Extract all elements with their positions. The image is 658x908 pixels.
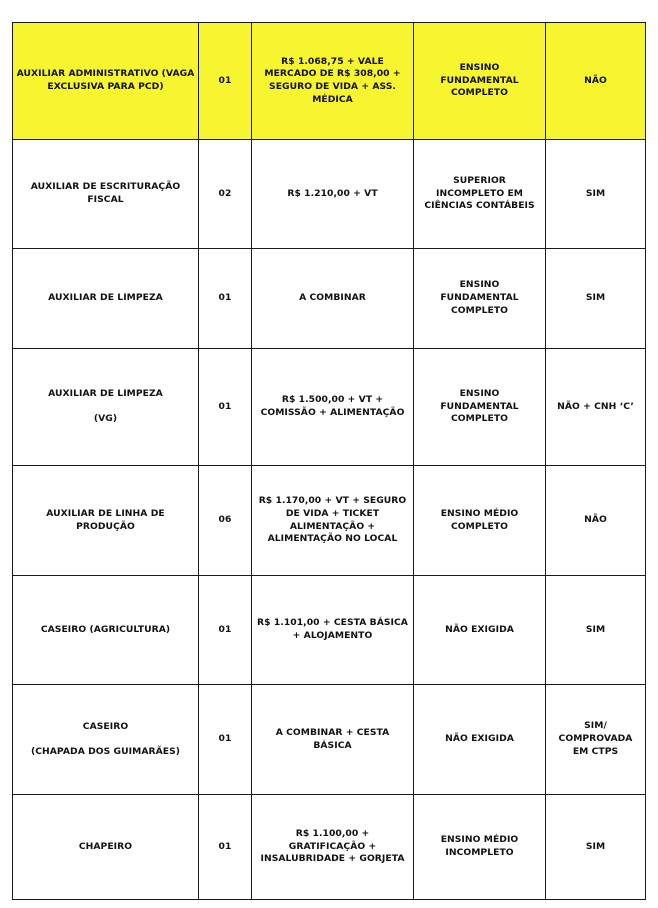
experience-cell <box>546 576 646 685</box>
salary-cell <box>252 466 414 576</box>
job-openings-table <box>12 22 646 900</box>
salary-cell <box>252 795 414 900</box>
education-requirement: ENSINO MÉDIO INCOMPLETO <box>440 834 519 858</box>
table-row <box>13 685 646 795</box>
job-title-cell <box>13 140 199 249</box>
job-title-cell <box>13 23 199 140</box>
vacancies-count: 06 <box>218 514 232 526</box>
salary-cell <box>252 576 414 685</box>
experience-requirement: NÃO <box>584 74 607 86</box>
salary-cell <box>252 685 414 795</box>
salary-cell <box>252 23 414 140</box>
vacancies-count: 01 <box>218 292 232 304</box>
job-title-cell <box>13 576 199 685</box>
vacancies-count: 02 <box>218 187 232 199</box>
education-requirement: NÃO EXIGIDA <box>445 733 514 745</box>
education-cell <box>414 795 546 900</box>
vacancies-cell <box>199 249 252 349</box>
table-row <box>13 249 646 349</box>
salary-benefits: R$ 1.170,00 + VT + SEGURO DE VIDA + TICKET ALIMENTAÇÃO + ALIMENTAÇÃO NO LOCAL <box>258 495 407 545</box>
salary-benefits: R$ 1.101,00 + CESTA BÁSICA + ALOJAMENTO <box>257 617 408 641</box>
vacancies-count: 01 <box>218 733 232 745</box>
vacancies-cell <box>199 140 252 249</box>
experience-requirement: SIM/ COMPROVADA EM CTPS <box>558 720 633 757</box>
salary-cell <box>252 140 414 249</box>
salary-benefits: R$ 1.500,00 + VT + COMISSÃO + ALIMENTAÇÃO <box>260 394 405 418</box>
education-requirement: ENSINO FUNDAMENTAL COMPLETO <box>440 279 519 316</box>
experience-cell <box>546 23 646 140</box>
salary-cell <box>252 349 414 466</box>
education-cell <box>414 466 546 576</box>
job-title-cell <box>13 249 199 349</box>
experience-requirement: SIM <box>585 840 606 852</box>
table-row <box>13 576 646 685</box>
vacancies-cell <box>199 466 252 576</box>
job-title: CASEIRO (AGRICULTURA) <box>40 623 171 635</box>
vacancies-cell <box>199 795 252 900</box>
education-cell <box>414 140 546 249</box>
vacancies-count: 01 <box>218 74 232 86</box>
job-title: CASEIRO <box>82 720 129 732</box>
salary-benefits: R$ 1.068,75 + VALE MERCADO DE R$ 308,00 + SEGURO DE VIDA + ASS. MÉDICA <box>264 55 401 105</box>
experience-requirement: SIM <box>585 187 606 199</box>
experience-requirement: SIM <box>585 292 606 304</box>
table-row <box>13 140 646 249</box>
experience-cell <box>546 795 646 900</box>
education-requirement: SUPERIOR INCOMPLETO EM CIÊNCIAS CONTÁBEIS <box>424 174 535 212</box>
job-openings-body <box>13 23 646 900</box>
job-title: CHAPEIRO <box>78 840 133 852</box>
education-cell <box>414 349 546 466</box>
job-title: AUXILIAR DE ESCRITURAÇÃO FISCAL <box>30 181 181 205</box>
experience-requirement: NÃO <box>584 514 607 526</box>
education-cell <box>414 23 546 140</box>
experience-requirement: NÃO + CNH ‘C’ <box>557 400 634 412</box>
table-row <box>13 349 646 466</box>
education-cell <box>414 249 546 349</box>
vacancies-count: 01 <box>218 840 232 852</box>
job-title: AUXILIAR DE LIMPEZA <box>48 388 163 400</box>
experience-cell <box>546 249 646 349</box>
job-title-cell <box>13 685 199 795</box>
job-title: AUXILIAR DE LIMPEZA <box>48 292 163 304</box>
job-title-sub: (VG) <box>93 413 118 424</box>
job-title-sub: (CHAPADA DOS GUIMARÃES) <box>30 745 181 757</box>
salary-benefits: A COMBINAR <box>299 292 366 304</box>
table-row <box>13 795 646 900</box>
experience-cell <box>546 140 646 249</box>
job-title: AUXILIAR DE LINHA DE PRODUÇÃO <box>46 507 165 532</box>
education-requirement: ENSINO FUNDAMENTAL COMPLETO <box>440 387 519 425</box>
job-title-cell <box>13 466 199 576</box>
vacancies-count: 01 <box>218 623 232 635</box>
table-row <box>13 466 646 576</box>
education-requirement: ENSINO FUNDAMENTAL COMPLETO <box>440 61 519 99</box>
vacancies-cell <box>199 576 252 685</box>
vacancies-cell <box>199 23 252 140</box>
salary-benefits: A COMBINAR + CESTA BÁSICA <box>275 726 390 751</box>
job-title: AUXILIAR ADMINISTRATIVO (VAGA EXCLUSIVA PARA PCD) <box>16 68 195 92</box>
vacancies-cell <box>199 349 252 466</box>
experience-cell <box>546 466 646 576</box>
salary-benefits: R$ 1.210,00 + VT <box>287 187 378 199</box>
job-title-cell <box>13 349 199 466</box>
table-row <box>13 23 646 140</box>
salary-cell <box>252 249 414 349</box>
experience-cell <box>546 349 646 466</box>
education-cell <box>414 685 546 795</box>
salary-benefits: R$ 1.100,00 + GRATIFICAÇÃO + INSALUBRIDADE + GORJETA <box>260 827 405 865</box>
experience-requirement: SIM <box>585 623 606 635</box>
experience-cell <box>546 685 646 795</box>
job-title-cell <box>13 795 199 900</box>
education-requirement: NÃO EXIGIDA <box>445 623 514 635</box>
education-cell <box>414 576 546 685</box>
vacancies-cell <box>199 685 252 795</box>
education-requirement: ENSINO MÉDIO COMPLETO <box>440 507 519 532</box>
vacancies-count: 01 <box>218 400 232 412</box>
